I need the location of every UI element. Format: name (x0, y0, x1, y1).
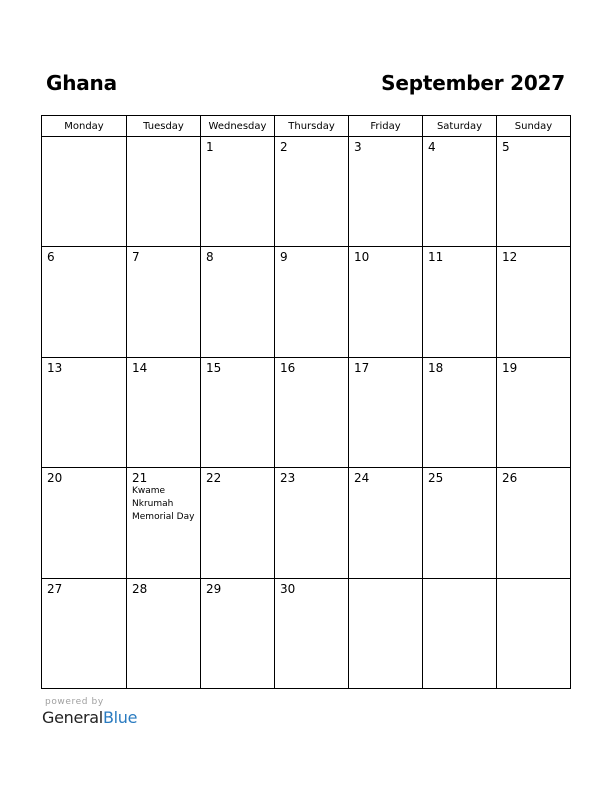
day-cell (201, 579, 275, 688)
day-cell (201, 137, 275, 247)
day-number: 13 (47, 361, 63, 375)
day-number: 10 (354, 250, 370, 264)
day-cell (275, 358, 349, 468)
brand-part-general: General (42, 708, 103, 727)
day-number: 2 (280, 140, 288, 154)
day-cell (201, 358, 275, 468)
day-number: 29 (206, 582, 222, 596)
day-cell (349, 247, 423, 358)
day-number: 17 (354, 361, 370, 375)
powered-by-label: powered by (45, 697, 104, 707)
day-number: 23 (280, 471, 296, 485)
day-cell (497, 358, 570, 468)
day-number: 30 (280, 582, 296, 596)
day-cell (127, 247, 201, 358)
day-cell (497, 468, 570, 579)
day-cell (497, 247, 570, 358)
day-number: 8 (206, 250, 214, 264)
day-number: 21 (132, 471, 148, 485)
weekday-header-wednesday: Wednesday (201, 116, 275, 137)
day-number: 28 (132, 582, 148, 596)
day-number: 24 (354, 471, 370, 485)
weekday-header-sunday: Sunday (497, 116, 570, 137)
empty-day-cell (497, 579, 570, 688)
day-number: 1 (206, 140, 214, 154)
day-cell (42, 247, 127, 358)
empty-day-cell (42, 137, 127, 247)
weekday-header-thursday: Thursday (275, 116, 349, 137)
day-cell (201, 247, 275, 358)
day-cell (275, 247, 349, 358)
empty-day-cell (127, 137, 201, 247)
day-number: 20 (47, 471, 63, 485)
day-cell (349, 468, 423, 579)
day-cell (349, 137, 423, 247)
weekday-header-tuesday: Tuesday (127, 116, 201, 137)
day-number: 14 (132, 361, 148, 375)
day-cell (423, 468, 497, 579)
day-number: 22 (206, 471, 222, 485)
day-number: 3 (354, 140, 362, 154)
day-number: 11 (428, 250, 444, 264)
empty-day-cell (349, 579, 423, 688)
day-number: 18 (428, 361, 444, 375)
day-cell (497, 137, 570, 247)
day-cell (201, 468, 275, 579)
day-number: 12 (502, 250, 518, 264)
country-title: Ghana (46, 71, 117, 95)
day-number: 4 (428, 140, 436, 154)
weekday-header-monday: Monday (42, 116, 127, 137)
weekday-header-friday: Friday (349, 116, 423, 137)
day-number: 6 (47, 250, 55, 264)
day-number: 9 (280, 250, 288, 264)
day-cell (275, 468, 349, 579)
day-cell (42, 579, 127, 688)
day-number: 5 (502, 140, 510, 154)
month-year-title: September 2027 (381, 71, 565, 95)
day-number: 27 (47, 582, 63, 596)
day-number: 7 (132, 250, 140, 264)
day-cell (423, 358, 497, 468)
day-cell (275, 137, 349, 247)
day-number: 25 (428, 471, 444, 485)
day-cell (127, 358, 201, 468)
calendar-grid (41, 115, 571, 689)
day-cell (423, 247, 497, 358)
day-number: 26 (502, 471, 518, 485)
weekday-header-saturday: Saturday (423, 116, 497, 137)
day-number: 15 (206, 361, 222, 375)
day-cell (127, 468, 201, 579)
day-number: 16 (280, 361, 296, 375)
day-cell (42, 468, 127, 579)
day-cell (349, 358, 423, 468)
day-cell (127, 579, 201, 688)
day-cell (42, 358, 127, 468)
generalblue-logo (42, 708, 137, 727)
brand-part-blue: Blue (102, 708, 138, 727)
empty-day-cell (423, 579, 497, 688)
holiday-label: Kwame Nkrumah Memorial Day (132, 486, 195, 522)
day-cell (423, 137, 497, 247)
day-number: 19 (502, 361, 518, 375)
day-cell (275, 579, 349, 688)
